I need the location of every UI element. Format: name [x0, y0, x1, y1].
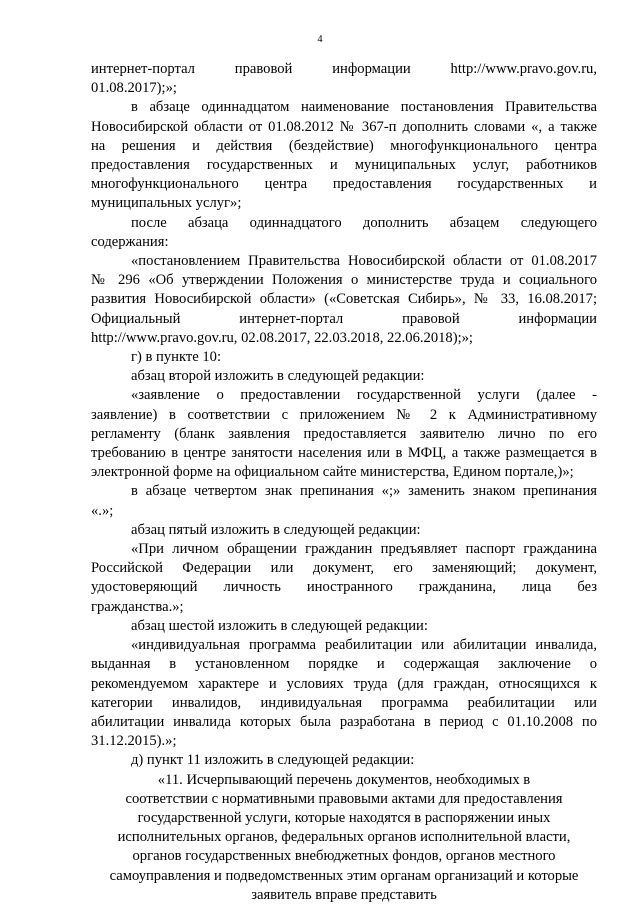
text-line: электронной форме на официальном сайте министерства, Едином портале,)»;: [91, 464, 574, 481]
centered-line: органов государственных внебюджетных фондов, органов местного: [132, 848, 556, 865]
text-line: категории инвалидов, индивидуальная программа реабилитации или: [91, 694, 597, 711]
text-line: «постановлением Правительства Новосибирской области от 01.08.2017: [131, 253, 597, 270]
text-line: регламенту (бланк заявления предоставляется заявителю лично по его: [91, 425, 597, 442]
text-line: № 296 «Об утверждении Положения о министерстве труда и социального: [91, 272, 597, 289]
text-line: абзац пятый изложить в следующей редакции:: [131, 521, 421, 538]
text-line: абзац шестой изложить в следующей редакции:: [131, 617, 428, 634]
text-line: http://www.pravo.gov.ru, 02.08.2017, 22.03.2018, 22.06.2018);»;: [91, 329, 473, 346]
text-line: 01.08.2017);»;: [91, 80, 177, 97]
text-line: д) пункт 11 изложить в следующей редакции:: [131, 752, 415, 769]
text-line: муниципальных услуг»;: [91, 195, 242, 212]
quoted-item-11: [91, 771, 597, 905]
text-line: Новосибирской области от 01.08.2012 № 367-п дополнить словами «, а также: [91, 118, 597, 135]
text-line: предоставления государственных и муниципальных услуг, работников: [91, 157, 597, 174]
centered-line: «11. Исчерпывающий перечень документов, необходимых в: [157, 771, 531, 788]
centered-line: самоуправления и подведомственных этим органам организаций и которые: [109, 867, 579, 884]
centered-line: соответствии с нормативными правовыми актами для предоставления: [125, 790, 563, 807]
text-line: абзац второй изложить в следующей редакции:: [131, 368, 425, 385]
text-line: удостоверяющий личность иностранного гражданина, лица без: [91, 579, 597, 596]
text-line: в абзаце четвертом знак препинания «;» заменить знаком препинания: [131, 483, 597, 500]
text-line: «При личном обращении гражданин предъявляет паспорт гражданина: [131, 541, 597, 558]
text-line: выданная в установленном порядке и содержащая заключение о: [91, 656, 597, 673]
text-line: абилитации инвалида которых была разработана в период с 01.10.2008 по: [91, 713, 597, 730]
page-number: 4: [317, 34, 323, 45]
text-line: «заявление о предоставлении государственной услуги (далее -: [131, 387, 597, 404]
text-line: «.»;: [91, 502, 114, 519]
centered-line: исполнительных органов, федеральных органов исполнительной власти,: [117, 829, 571, 846]
text-line: на решения и действия (бездействие) многофункционального центра: [91, 137, 597, 154]
text-line: содержания:: [91, 233, 169, 250]
centered-line: государственной услуги, которые находятся в распоряжении иных: [137, 809, 551, 826]
text-line: гражданства.»;: [91, 598, 184, 615]
text-line: Официальный интернет-портал правовой информации: [91, 310, 597, 327]
text-line: Российской Федерации или документ, его заменяющий; документ,: [91, 560, 597, 577]
text-line: требованию в центре занятости населения или в МФЦ, а также размещается в: [91, 445, 597, 462]
text-line: рекомендуемом характере и условиях труда (для граждан, относящихся к: [91, 675, 597, 692]
text-line: интернет-портал правовой информации http://www.pravo.gov.ru,: [91, 61, 597, 77]
centered-line: заявитель вправе представить: [251, 886, 437, 903]
text-line: после абзаца одиннадцатого дополнить абзацем следующего: [131, 214, 597, 231]
text-line: в абзаце одиннадцатом наименование постановления Правительства: [131, 99, 597, 116]
document-body: [91, 60, 597, 905]
text-line: 31.12.2015).»;: [91, 733, 177, 750]
text-line: развития Новосибирской области» («Советская Сибирь», № 33, 16.08.2017;: [91, 291, 597, 308]
text-line: многофункционального центра предоставления государственных и: [91, 176, 597, 193]
text-line: заявление) в соответствии с приложением № 2 к Административному: [91, 406, 597, 423]
text-line: «индивидуальная программа реабилитации или абилитации инвалида,: [131, 637, 597, 654]
text-line: г) в пункте 10:: [131, 349, 221, 366]
